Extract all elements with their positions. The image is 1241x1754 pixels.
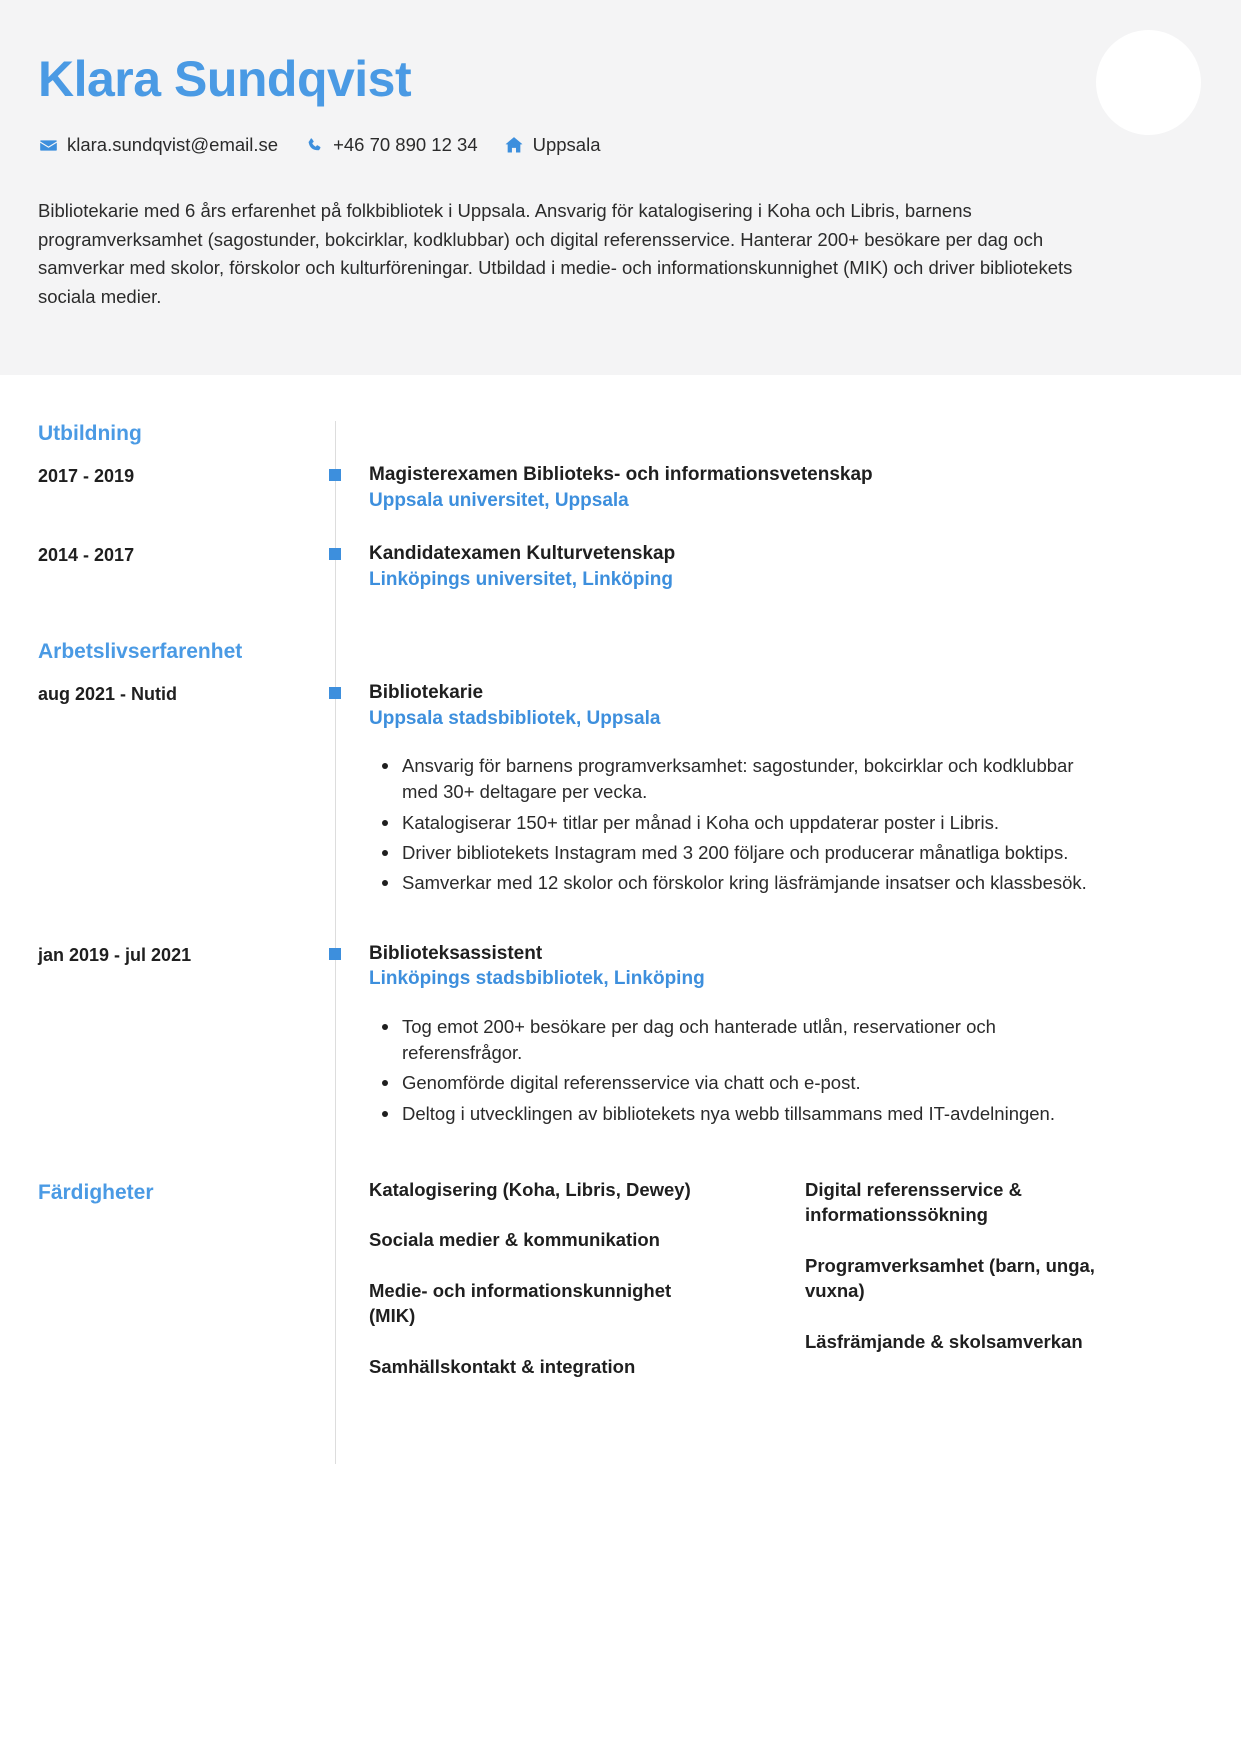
section-title-experience: Arbetslivserfarenhet <box>38 639 243 663</box>
skills-column-left <box>369 1177 767 1405</box>
experience-dates: jan 2019 - jul 2021 <box>38 944 192 965</box>
list-item: Katalogiserar 150+ titlar per månad i Koha och uppdaterar poster i Libris. <box>369 810 1104 836</box>
experience-dates: aug 2021 - Nutid <box>38 683 178 704</box>
experience-section-header <box>38 639 1203 664</box>
skill-item: Samhällskontakt & integration <box>369 1355 636 1377</box>
timeline-marker-icon <box>329 687 341 699</box>
contact-phone[interactable] <box>304 135 478 155</box>
experience-employer: Uppsala stadsbibliotek, Uppsala <box>369 707 661 729</box>
list-item: Ansvarig för barnens programverksamhet: sagostunder, bokcirklar och kodklubbar med 30+ deltagare per vecka. <box>369 753 1104 806</box>
list-item: Genomförde digital referensservice via chatt och e-post. <box>369 1070 1104 1096</box>
resume-body <box>0 421 1241 1464</box>
experience-role: Bibliotekarie <box>369 681 484 703</box>
skill-item: Katalogisering (Koha, Libris, Dewey) <box>369 1178 691 1200</box>
skill-item: Sociala medier & kommunikation <box>369 1229 660 1251</box>
contact-location[interactable] <box>504 135 601 155</box>
timeline-marker-icon <box>329 948 341 960</box>
education-school: Uppsala universitet, Uppsala <box>369 489 629 511</box>
list-item: Tog emot 200+ besökare per dag och hanterade utlån, reservationer och referensfrågor. <box>369 1014 1104 1067</box>
skill-item: Läsfrämjande & skolsamverkan <box>805 1330 1083 1352</box>
education-section-header <box>38 421 1203 446</box>
phone-icon <box>304 135 324 155</box>
skills-grid <box>369 1177 1203 1405</box>
contact-phone-text: +46 70 890 12 34 <box>333 133 478 155</box>
envelope-icon <box>38 135 58 155</box>
profile-summary: Bibliotekarie med 6 års erfarenhet på folkbibliotek i Uppsala. Ansvarig för katalogisering i Koha och Libris, barnens programverksamhet (sagostunder, bokcirklar, kodklubbar) och digital referensservice. Hanterar 200+ besökare per dag och samverkar med skolor, förskolor och kulturföreningar. Utbildad i medie- och informationskunnighet (MIK) och driver bibliotekets sociala medier. <box>38 200 1073 308</box>
contact-location-text: Uppsala <box>532 133 601 155</box>
home-icon <box>504 135 524 155</box>
education-school: Linköpings universitet, Linköping <box>369 569 674 591</box>
experience-role: Biblioteksassistent <box>369 942 543 964</box>
contact-email[interactable] <box>38 135 278 155</box>
timeline-marker-icon <box>329 548 341 560</box>
education-entry <box>38 541 1203 592</box>
list-item: Samverkar med 12 skolor och förskolor kring läsfrämjande insatser och klassbesök. <box>369 870 1104 896</box>
section-title-education: Utbildning <box>38 422 142 445</box>
avatar <box>1096 30 1201 135</box>
education-degree: Kandidatexamen Kulturvetenskap <box>369 543 676 565</box>
section-title-skills: Färdigheter <box>38 1180 154 1204</box>
education-entry <box>38 462 1203 513</box>
education-degree: Magisterexamen Biblioteks- och informationsvetenskap <box>369 464 873 486</box>
list-item: Deltog i utvecklingen av bibliotekets nya webb tillsammans med IT-avdelningen. <box>369 1101 1104 1127</box>
contact-email-text: klara.sundqvist@email.se <box>67 133 279 155</box>
contact-row <box>38 135 1203 155</box>
skills-column-right <box>805 1177 1203 1405</box>
education-dates: 2014 - 2017 <box>38 545 135 566</box>
education-dates: 2017 - 2019 <box>38 466 135 487</box>
timeline-marker-icon <box>329 469 341 481</box>
list-item: Driver bibliotekets Instagram med 3 200 följare och producerar månatliga boktips. <box>369 840 1104 866</box>
skills-section <box>38 1177 1203 1465</box>
skill-item: Medie- och informationskunnighet (MIK) <box>369 1279 672 1327</box>
page-title: Klara Sundqvist <box>38 51 412 107</box>
skill-item: Programverksamhet (barn, unga, vuxna) <box>805 1254 1095 1302</box>
experience-employer: Linköpings stadsbibliotek, Linköping <box>369 968 705 990</box>
experience-entry <box>38 941 1203 1131</box>
experience-bullets <box>369 753 1203 896</box>
skill-item: Digital referensservice & informationssökning <box>805 1178 1022 1226</box>
resume-header <box>0 0 1241 375</box>
experience-bullets <box>369 1014 1203 1127</box>
experience-entry <box>38 680 1203 901</box>
